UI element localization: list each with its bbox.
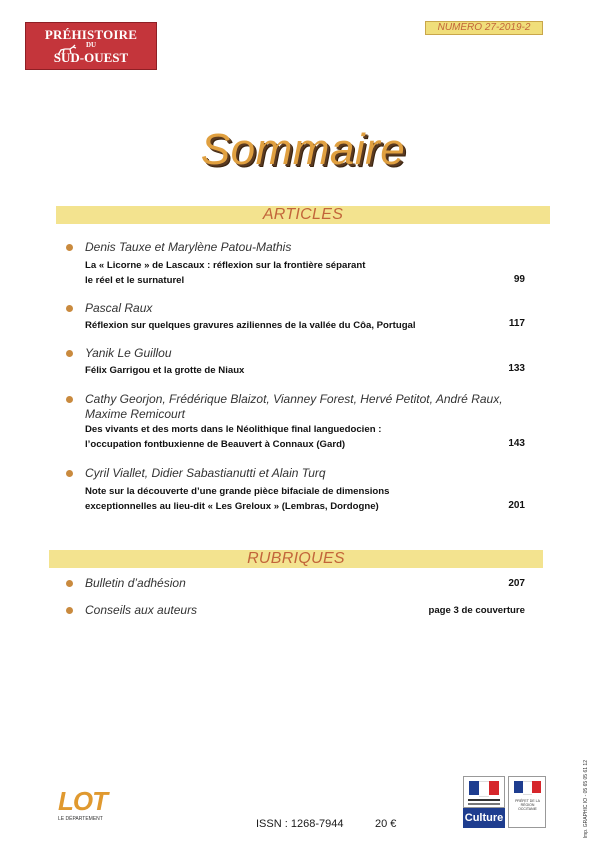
prefet-logo xyxy=(508,776,546,828)
page-title: Sommaire xyxy=(200,125,406,174)
logo-line-3: SUD-OUEST xyxy=(53,50,129,65)
article-title: exceptionnelles au lieu-dit « Les Greloux » (Lembras, Dordogne) xyxy=(85,501,379,512)
article-page: 201 xyxy=(508,500,525,511)
article-title: La « Licorne » de Lascaux : réflexion sur la frontière séparant xyxy=(85,260,366,271)
rubriques-heading: RUBRIQUES xyxy=(49,550,543,568)
article-page: 133 xyxy=(508,363,525,374)
article-authors: Yanik Le Guillou xyxy=(85,346,172,360)
logo-line-1: PRÉHISTOIRE xyxy=(44,27,138,42)
article-title: Félix Garrigou et la grotte de Niaux xyxy=(85,365,245,376)
bullet-icon xyxy=(66,607,73,614)
bullet-icon xyxy=(66,305,73,312)
article-page: 117 xyxy=(508,318,525,329)
article-title: le réel et le surnaturel xyxy=(85,275,185,286)
lot-logo-subtitle: LE DÉPARTEMENT xyxy=(58,816,103,822)
article-page: 143 xyxy=(508,438,525,449)
rubrique-label: Bulletin d’adhésion xyxy=(85,576,186,590)
logo-line-2: DU xyxy=(85,41,97,49)
issn: ISSN : 1268-7944 xyxy=(256,818,344,830)
article-title: l’occupation fontbuxienne de Beauvert à Connaux (Gard) xyxy=(85,439,346,450)
republique-francaise-logo xyxy=(463,776,505,808)
issue-number: NUMERO 27-2019-2 xyxy=(425,21,543,35)
prefet-label: PRÉFET DE LA RÉGION OCCITANIE xyxy=(515,799,540,811)
article-title: Des vivants et des morts dans le Néolithique final languedocien : xyxy=(85,424,382,435)
article-authors: Cathy Georjon, Frédérique Blaizot, Vianney Forest, Hervé Petitot, André Raux, xyxy=(85,392,503,406)
article-authors: Maxime Remicourt xyxy=(85,407,186,421)
bullet-icon xyxy=(66,350,73,357)
lot-department-logo xyxy=(58,788,107,822)
bullet-icon xyxy=(66,396,73,403)
bullet-icon xyxy=(66,244,73,251)
article-title: Réflexion sur quelques gravures aziliennes de la vallée du Côa, Portugal xyxy=(85,320,416,331)
journal-logo xyxy=(25,22,157,70)
bullet-icon xyxy=(66,580,73,587)
rubrique-label: Conseils aux auteurs xyxy=(85,603,198,617)
lot-logo-text: LOT xyxy=(58,786,107,816)
rubrique-page: page 3 de couverture xyxy=(428,605,525,616)
article-page: 99 xyxy=(513,274,525,285)
rubrique-page: 207 xyxy=(508,578,525,589)
printer-credit: Imp. GRAPHIC IO - 05 65 05 61 12 xyxy=(583,760,589,839)
bullet-icon xyxy=(66,470,73,477)
articles-heading: ARTICLES xyxy=(56,206,550,224)
article-authors: Pascal Raux xyxy=(85,301,153,315)
article-authors: Denis Tauxe et Marylène Patou-Mathis xyxy=(85,240,292,254)
culture-logo: Culture xyxy=(463,808,505,828)
price: 20 € xyxy=(375,818,397,830)
article-title: Note sur la découverte d’une grande pièce bifaciale de dimensions xyxy=(85,486,390,497)
article-authors: Cyril Viallet, Didier Sabastianutti et Alain Turq xyxy=(85,466,326,480)
